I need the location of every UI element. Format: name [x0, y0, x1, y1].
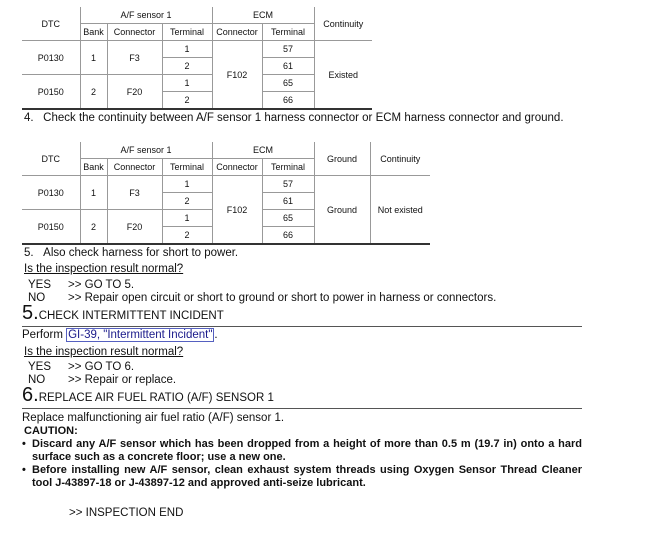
- cell-ground: Ground: [314, 176, 370, 245]
- cell-ecm-connector: F102: [212, 176, 262, 245]
- header-bank: Bank: [80, 159, 107, 176]
- cell-bank: 1: [80, 41, 107, 75]
- cell-dtc: P0130: [22, 41, 80, 75]
- cell-terminal: 2: [162, 193, 212, 210]
- header-ecm: ECM: [212, 142, 314, 159]
- bullet-text: Discard any A/F sensor which has been dropped from a height of more than 0.5 m (19.7 in) onto a hard surface such as a concrete floor; use a new one.: [32, 438, 582, 463]
- inspection-question: Is the inspection result normal?: [24, 263, 184, 275]
- yes-result: [28, 279, 134, 291]
- cell-ecm-terminal: 57: [262, 41, 314, 58]
- header-af-sensor: A/F sensor 1: [80, 142, 212, 159]
- cell-terminal: 2: [162, 227, 212, 245]
- header-af-sensor: A/F sensor 1: [80, 7, 212, 24]
- continuity-table-1: [22, 7, 372, 110]
- header-connector: Connector: [107, 24, 162, 41]
- cell-terminal: 1: [162, 75, 212, 92]
- perform-line: [22, 329, 218, 341]
- cell-ecm-terminal: 66: [262, 92, 314, 110]
- header-continuity: Continuity: [314, 7, 372, 41]
- step-5-text: 5. Also check harness for short to power.: [24, 247, 239, 259]
- header-bank: Bank: [80, 24, 107, 41]
- yes-label: YES: [28, 361, 52, 373]
- cell-bank: 2: [80, 210, 107, 245]
- cell-connector: F20: [107, 75, 162, 110]
- section-title: CHECK INTERMITTENT INCIDENT: [38, 310, 224, 322]
- cell-bank: 2: [80, 75, 107, 110]
- bullet-text: Before installing new A/F sensor, clean exhaust system threads using Oxygen Sensor Thread Cleaner tool J-43897-18 or J-43897-12 and approved anti-seize lubricant.: [32, 464, 582, 489]
- step-4-text: 4. Check the continuity between A/F sensor 1 harness connector or ECM harness connector and ground.: [24, 112, 564, 124]
- cell-continuity: Not existed: [370, 176, 430, 245]
- header-ecm-connector: Connector: [212, 24, 262, 41]
- cell-ecm-terminal: 65: [262, 75, 314, 92]
- cell-ecm-terminal: 61: [262, 193, 314, 210]
- cell-ecm-terminal: 61: [262, 58, 314, 75]
- yes-action: >> GO TO 5.: [68, 279, 135, 291]
- cell-terminal: 1: [162, 41, 212, 58]
- cell-terminal: 2: [162, 92, 212, 110]
- header-dtc: DTC: [22, 142, 80, 176]
- no-label: NO: [28, 374, 46, 386]
- header-terminal: Terminal: [162, 24, 212, 41]
- caution-bullet: [22, 464, 582, 490]
- no-action: >> Repair open circuit or short to ground or short to power in harness or connectors.: [68, 292, 497, 304]
- header-ecm-terminal: Terminal: [262, 24, 314, 41]
- cell-terminal: 2: [162, 58, 212, 75]
- cell-dtc: P0130: [22, 176, 80, 210]
- yes-result: [28, 361, 134, 373]
- section-number: 6.: [22, 384, 39, 406]
- header-continuity: Continuity: [370, 142, 430, 176]
- perform-prefix: Perform: [22, 329, 67, 341]
- cell-continuity: Existed: [314, 41, 372, 110]
- cell-ecm-terminal: 65: [262, 210, 314, 227]
- cell-connector: F3: [107, 41, 162, 75]
- header-ecm-terminal: Terminal: [262, 159, 314, 176]
- bullet-icon: •: [22, 464, 26, 476]
- yes-label: YES: [28, 279, 52, 291]
- inspection-question: Is the inspection result normal?: [24, 346, 184, 358]
- section-title: REPLACE AIR FUEL RATIO (A/F) SENSOR 1: [38, 392, 274, 404]
- cell-terminal: 1: [162, 176, 212, 193]
- replace-instruction: Replace malfunctioning air fuel ratio (A/F) sensor 1.: [22, 412, 285, 424]
- section-divider: [22, 326, 582, 327]
- yes-action: >> GO TO 6.: [68, 361, 135, 373]
- header-ground: Ground: [314, 142, 370, 176]
- section-6-heading: [22, 384, 274, 407]
- cell-ecm-terminal: 57: [262, 176, 314, 193]
- cell-bank: 1: [80, 176, 107, 210]
- continuity-table-2: [22, 142, 430, 245]
- header-ecm-connector: Connector: [212, 159, 262, 176]
- cell-connector: F3: [107, 176, 162, 210]
- section-5-heading: [22, 302, 224, 325]
- cell-connector: F20: [107, 210, 162, 245]
- header-terminal: Terminal: [162, 159, 212, 176]
- cell-ecm-connector: F102: [212, 41, 262, 110]
- header-dtc: DTC: [22, 7, 80, 41]
- header-connector: Connector: [107, 159, 162, 176]
- bullet-icon: •: [22, 438, 26, 450]
- cell-terminal: 1: [162, 210, 212, 227]
- caution-label: CAUTION:: [24, 425, 78, 437]
- section-number: 5.: [22, 302, 39, 324]
- perform-suffix: .: [214, 329, 218, 341]
- caution-bullet: [22, 438, 582, 464]
- inspection-end: >> INSPECTION END: [69, 507, 184, 519]
- intermittent-incident-link[interactable]: GI-39, "Intermittent Incident": [68, 329, 213, 341]
- cell-ecm-terminal: 66: [262, 227, 314, 245]
- cell-dtc: P0150: [22, 210, 80, 245]
- no-label: NO: [28, 292, 46, 304]
- section-divider: [22, 408, 582, 409]
- cell-dtc: P0150: [22, 75, 80, 110]
- no-action: >> Repair or replace.: [68, 374, 177, 386]
- header-ecm: ECM: [212, 7, 314, 24]
